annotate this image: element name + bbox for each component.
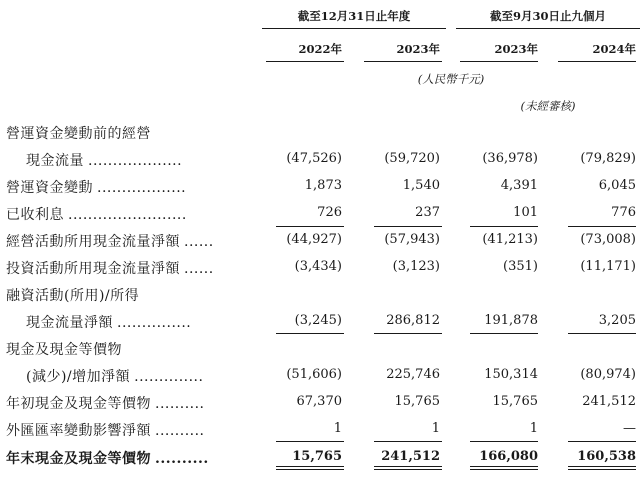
- subtotal-line-8: [568, 333, 636, 334]
- subtotal-line-7: [470, 333, 538, 334]
- subtotal-line-12: [568, 441, 636, 442]
- cell-value: 237: [415, 205, 440, 220]
- year-header-2: 2023年: [396, 42, 440, 56]
- year-header-4: 2024年: [592, 42, 636, 56]
- year-underline-3: [460, 61, 538, 62]
- total-double-line-2b: [374, 469, 442, 470]
- total-double-line-3a: [470, 466, 538, 467]
- cell-value: 15,765: [492, 394, 538, 409]
- cell-value: (59,720): [384, 151, 440, 166]
- leader-dots: ..................: [97, 180, 187, 196]
- group-header-year-ended: 截至12月31日止年度: [297, 9, 411, 23]
- row-label: [6, 177, 186, 197]
- subtotal-line-10: [374, 441, 442, 442]
- cell-value: (351): [503, 259, 538, 274]
- year-header-3: 2023年: [494, 42, 538, 56]
- year-underline-1: [266, 61, 344, 62]
- cell-value: 1: [333, 421, 342, 436]
- cell-value: 166,080: [479, 449, 538, 464]
- row-label: [6, 231, 214, 251]
- row-label: [6, 204, 187, 224]
- row-label-text: (減少)/增加淨額: [26, 369, 131, 385]
- leader-dots: ......: [184, 234, 214, 250]
- cell-value: 1: [431, 421, 440, 436]
- subtotal-line-6: [374, 333, 442, 334]
- cell-value: —: [623, 421, 636, 436]
- row-label: [6, 123, 151, 143]
- subtotal-line-1: [276, 226, 344, 227]
- subtotal-line-9: [276, 441, 344, 442]
- cell-value: (11,171): [580, 259, 636, 274]
- row-label-text: 年末現金及現金等價物: [6, 451, 151, 467]
- row-label-text: 年初現金及現金等價物: [6, 396, 151, 412]
- row-label-text: 經營活動所用現金流量淨額: [6, 234, 180, 250]
- subtotal-line-3: [470, 226, 538, 227]
- cell-value: (80,974): [580, 367, 636, 382]
- cell-value: 15,765: [394, 394, 440, 409]
- year-underline-2: [364, 61, 442, 62]
- row-label: [6, 420, 205, 440]
- cell-value: (44,927): [286, 232, 342, 247]
- cell-value: 241,512: [582, 394, 636, 409]
- cell-value: (79,829): [580, 151, 636, 166]
- cell-value: (3,245): [294, 313, 342, 328]
- cell-value: (3,434): [294, 259, 342, 274]
- total-double-line-3b: [470, 469, 538, 470]
- leader-dots: ..........: [155, 451, 209, 467]
- leader-dots: ..............: [134, 369, 204, 385]
- row-label-text: 融資活動(所用)/所得: [6, 288, 140, 304]
- total-double-line-4b: [568, 469, 636, 470]
- row-label: [6, 258, 214, 278]
- row-label-text: 現金流量: [26, 153, 84, 169]
- row-label-text: 已收利息: [6, 207, 64, 223]
- year-underline-4: [558, 61, 636, 62]
- leader-dots: ...................: [88, 153, 183, 169]
- leader-dots: ...............: [117, 315, 192, 331]
- cell-value: (41,213): [482, 232, 538, 247]
- row-label-text: 現金流量淨額: [26, 315, 113, 331]
- cell-value: (3,123): [392, 259, 440, 274]
- cell-value: 241,512: [381, 449, 440, 464]
- cell-value: 4,391: [500, 178, 538, 193]
- row-label-text: 營運資金變動前的經營: [6, 126, 151, 142]
- cell-value: 1: [529, 421, 538, 436]
- total-double-line-1b: [276, 469, 344, 470]
- cell-value: 225,746: [386, 367, 440, 382]
- cell-value: 6,045: [598, 178, 636, 193]
- row-label-text: 投資活動所用現金流量淨額: [6, 261, 180, 277]
- row-label-text: 外匯匯率變動影響淨額: [6, 423, 151, 439]
- cell-value: 101: [513, 205, 538, 220]
- cell-value: (57,943): [384, 232, 440, 247]
- cell-value: 3,205: [598, 313, 636, 328]
- row-label-text: 現金及現金等價物: [6, 342, 122, 358]
- unit-note: (人民幣千元): [417, 72, 485, 86]
- row-label-text: 營運資金變動: [6, 180, 93, 196]
- cell-value: 776: [611, 205, 636, 220]
- cell-value: 286,812: [386, 313, 440, 328]
- row-label: [26, 366, 203, 386]
- row-label: [26, 150, 182, 170]
- group-header-nine-months: 截至9月30日止九個月: [489, 9, 606, 23]
- cell-value: (36,978): [482, 151, 538, 166]
- group-underline-2: [456, 28, 640, 29]
- subtotal-line-4: [568, 226, 636, 227]
- leader-dots: ..........: [155, 396, 205, 412]
- cell-value: 160,538: [577, 449, 636, 464]
- total-double-line-4a: [568, 466, 636, 467]
- row-label: [26, 312, 191, 332]
- cell-value: (47,526): [286, 151, 342, 166]
- subtotal-line-5: [276, 333, 344, 334]
- cell-value: 15,765: [292, 449, 342, 464]
- row-label: [6, 285, 139, 305]
- cell-value: 726: [317, 205, 342, 220]
- cell-value: 1,540: [402, 178, 440, 193]
- cell-value: 150,314: [484, 367, 538, 382]
- unaudited-note: (未經審核): [520, 99, 576, 113]
- total-double-line-2a: [374, 466, 442, 467]
- leader-dots: ..........: [155, 423, 205, 439]
- cell-value: 67,370: [296, 394, 342, 409]
- cell-value: 1,873: [304, 178, 342, 193]
- leader-dots: ........................: [68, 207, 187, 223]
- cell-value: 191,878: [484, 313, 538, 328]
- row-label: [6, 339, 122, 359]
- subtotal-line-2: [374, 226, 442, 227]
- group-underline-1: [262, 28, 446, 29]
- cell-value: (73,008): [580, 232, 636, 247]
- row-label: [6, 448, 209, 468]
- leader-dots: ......: [184, 261, 214, 277]
- row-label: [6, 393, 205, 413]
- subtotal-line-11: [470, 441, 538, 442]
- total-double-line-1a: [276, 466, 344, 467]
- year-header-1: 2022年: [298, 42, 342, 56]
- cell-value: (51,606): [286, 367, 342, 382]
